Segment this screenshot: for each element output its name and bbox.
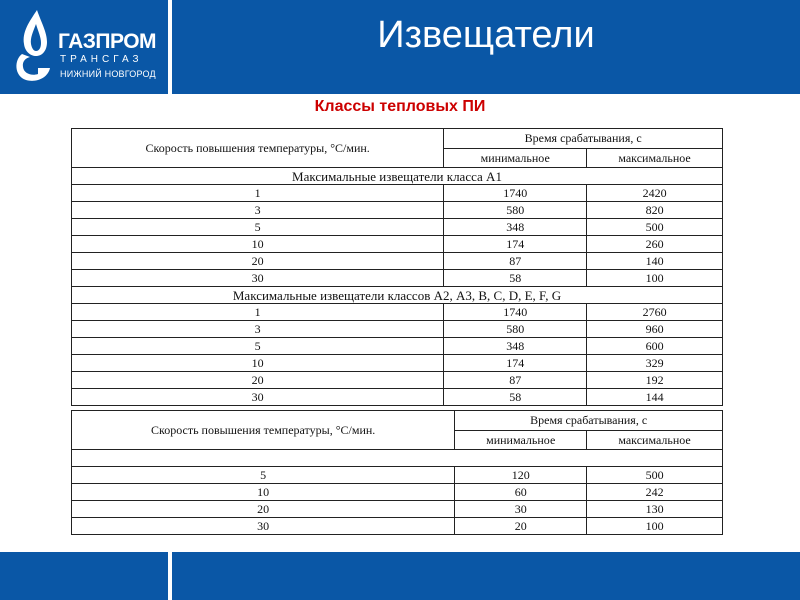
header-response-time: Время срабатывания, с: [455, 411, 723, 431]
cell-max: 2760: [587, 304, 723, 321]
spacer-row: [72, 450, 723, 467]
table-row: [72, 202, 723, 219]
cell-rate: 20: [72, 372, 444, 389]
table-row: [72, 304, 723, 321]
cell-rate: 1: [72, 185, 444, 202]
cell-rate: 20: [72, 253, 444, 270]
header-min: минимальное: [455, 431, 587, 450]
flame-icon: [12, 8, 56, 84]
cell-rate: 30: [72, 389, 444, 406]
cell-min: 348: [444, 219, 587, 236]
cell-min: 87: [444, 372, 587, 389]
cell-min: 20: [455, 518, 587, 535]
table-row: [72, 219, 723, 236]
section-heading: Максимальные извещатели класса А1: [72, 168, 723, 185]
table-row: [72, 236, 723, 253]
cell-min: 87: [444, 253, 587, 270]
page-title: Извещатели: [377, 14, 595, 56]
slide-subtitle: Классы тепловых ПИ: [314, 98, 486, 115]
cell-max: 260: [587, 236, 723, 253]
header-rate: Скорость повышения температуры, °С/мин.: [72, 411, 455, 450]
table-row: [72, 484, 723, 501]
cell-min: 174: [444, 236, 587, 253]
rate-of-rise-table: [71, 410, 723, 535]
table-row: [72, 501, 723, 518]
cell-min: 60: [455, 484, 587, 501]
table-row: [72, 253, 723, 270]
cell-rate: 3: [72, 321, 444, 338]
cell-min: 1740: [444, 185, 587, 202]
header-max: максимальное: [587, 149, 723, 168]
cell-rate: 10: [72, 355, 444, 372]
cell-rate: 5: [72, 338, 444, 355]
footer-bar: [0, 552, 800, 600]
thermal-classes-table: [71, 128, 723, 406]
cell-max: 960: [587, 321, 723, 338]
table-row: [72, 372, 723, 389]
cell-rate: 5: [72, 219, 444, 236]
cell-min: 580: [444, 321, 587, 338]
cell-max: 2420: [587, 185, 723, 202]
cell-rate: 20: [72, 501, 455, 518]
cell-max: 242: [587, 484, 723, 501]
cell-rate: 10: [72, 484, 455, 501]
cell-min: 58: [444, 389, 587, 406]
header-response-time: Время срабатывания, с: [444, 129, 723, 149]
cell-rate: 1: [72, 304, 444, 321]
header-max: максимальное: [587, 431, 723, 450]
cell-max: 130: [587, 501, 723, 518]
table-row: [72, 389, 723, 406]
logo-name: ГАЗПРОМ: [58, 30, 157, 53]
table-row: [72, 355, 723, 372]
cell-max: 100: [587, 270, 723, 287]
cell-min: 58: [444, 270, 587, 287]
cell-min: 30: [455, 501, 587, 518]
logo-subtitle: ТРАНСГАЗ: [60, 54, 143, 65]
header-rate: Скорость повышения температуры, °С/мин.: [72, 129, 444, 168]
cell-max: 600: [587, 338, 723, 355]
cell-max: 100: [587, 518, 723, 535]
cell-max: 820: [587, 202, 723, 219]
table-row: [72, 467, 723, 484]
cell-min: 174: [444, 355, 587, 372]
table-row: [72, 321, 723, 338]
cell-min: 348: [444, 338, 587, 355]
cell-max: 144: [587, 389, 723, 406]
table-row: [72, 185, 723, 202]
table-row: [72, 518, 723, 535]
cell-min: 580: [444, 202, 587, 219]
company-logo: [0, 0, 168, 94]
cell-rate: 30: [72, 518, 455, 535]
cell-rate: 5: [72, 467, 455, 484]
cell-rate: 10: [72, 236, 444, 253]
cell-min: 1740: [444, 304, 587, 321]
cell-rate: 3: [72, 202, 444, 219]
logo-city: НИЖНИЙ НОВГОРОД: [60, 69, 156, 79]
cell-max: 192: [587, 372, 723, 389]
cell-max: 500: [587, 467, 723, 484]
table-row: [72, 338, 723, 355]
cell-max: 329: [587, 355, 723, 372]
cell-min: 120: [455, 467, 587, 484]
cell-max: 500: [587, 219, 723, 236]
cell-rate: 30: [72, 270, 444, 287]
footer-divider: [168, 552, 172, 600]
header-min: минимальное: [444, 149, 587, 168]
section-heading: Максимальные извещатели классов А2, А3, B, C, D, E, F, G: [72, 287, 723, 304]
cell-max: 140: [587, 253, 723, 270]
table-row: [72, 270, 723, 287]
